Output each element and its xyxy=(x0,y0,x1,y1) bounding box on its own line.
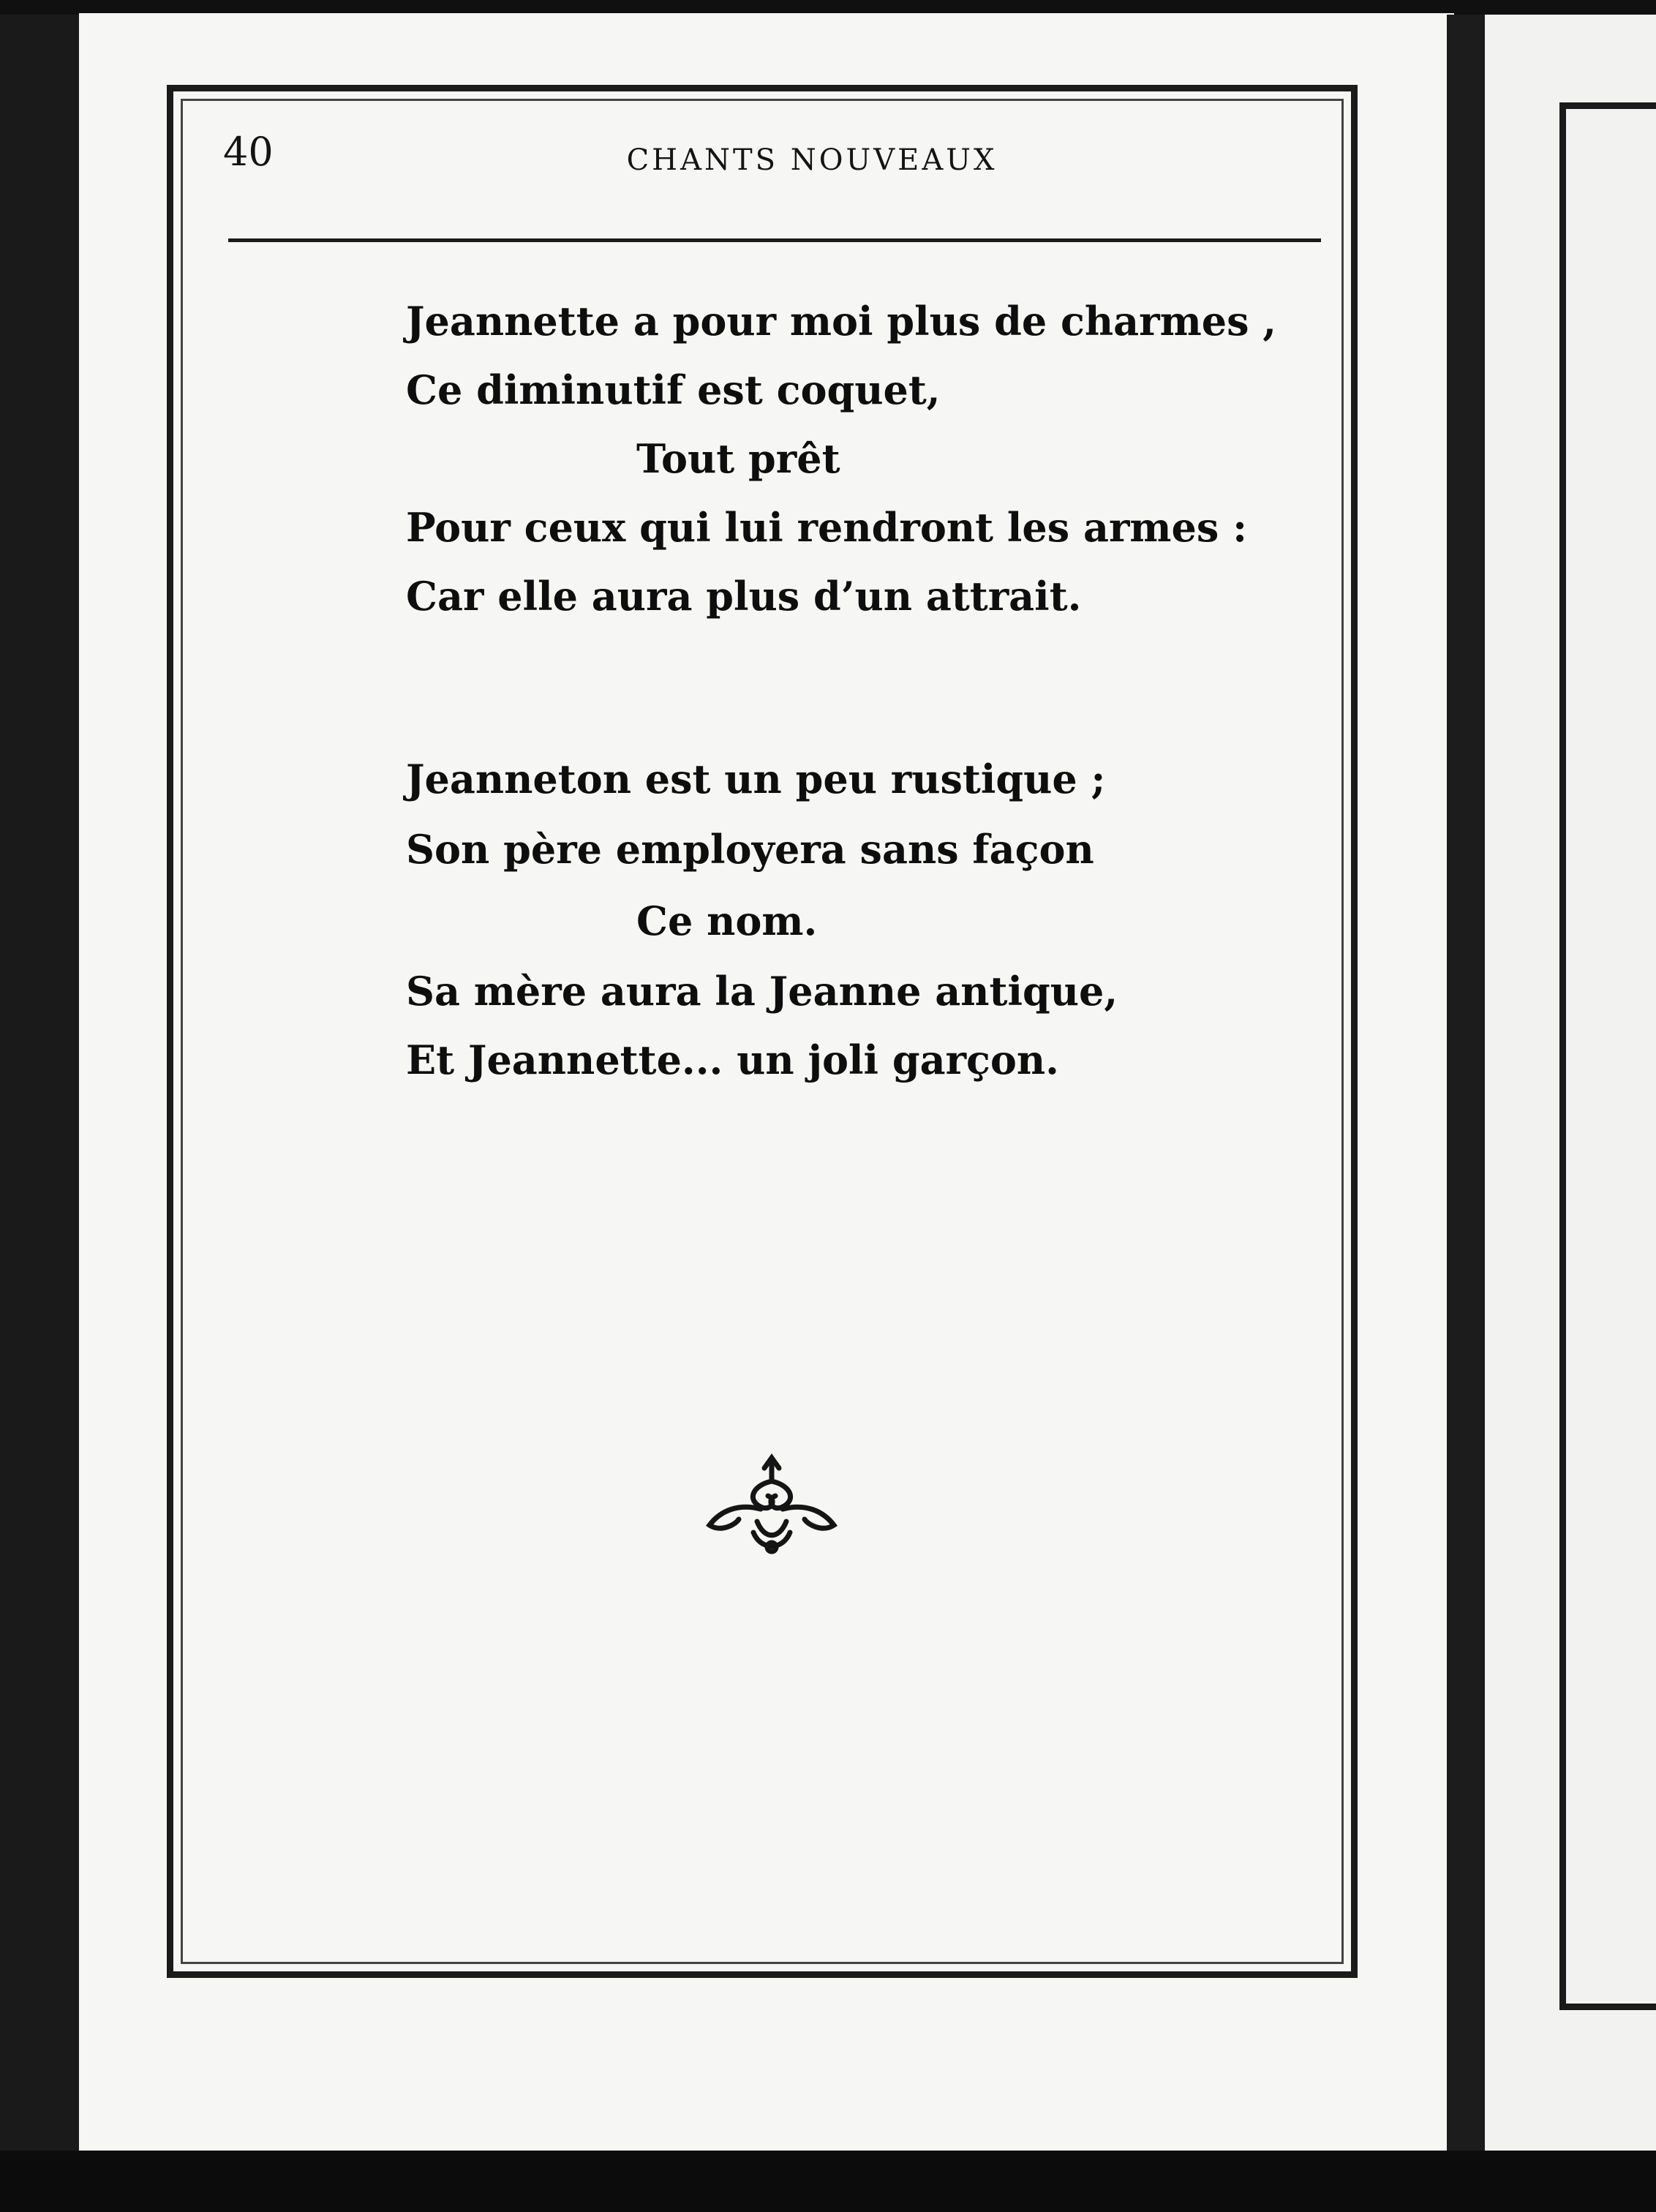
book-gutter xyxy=(1447,15,1491,2151)
facing-page-frame xyxy=(1559,102,1656,2010)
film-border-left xyxy=(0,0,80,2212)
verse-line: Ce diminutif est coquet, xyxy=(406,366,941,413)
film-border-bottom xyxy=(0,2151,1656,2212)
page-number: 40 xyxy=(223,129,274,175)
film-border-top xyxy=(0,0,1656,15)
verse-line: Tout prêt xyxy=(636,435,840,482)
header-rule xyxy=(228,238,1321,242)
verse-line: Son père employera sans façon xyxy=(406,826,1094,873)
verse-line: Jeanneton est un peu rustique ; xyxy=(406,756,1106,802)
verse-line: Jeannette a pour moi plus de charmes , xyxy=(406,298,1277,345)
fleuron-ornament-icon xyxy=(695,1452,848,1562)
verse-line: Sa mère aura la Jeanne antique, xyxy=(406,968,1118,1015)
verse-line: Pour ceux qui lui rendront les armes : xyxy=(406,504,1248,551)
running-head: CHANTS NOUVEAUX xyxy=(626,143,998,177)
verse-line: Ce nom. xyxy=(636,898,818,944)
verse-line: Car elle aura plus d’un attrait. xyxy=(406,573,1082,620)
verse-line: Et Jeannette... un joli garçon. xyxy=(406,1037,1059,1083)
